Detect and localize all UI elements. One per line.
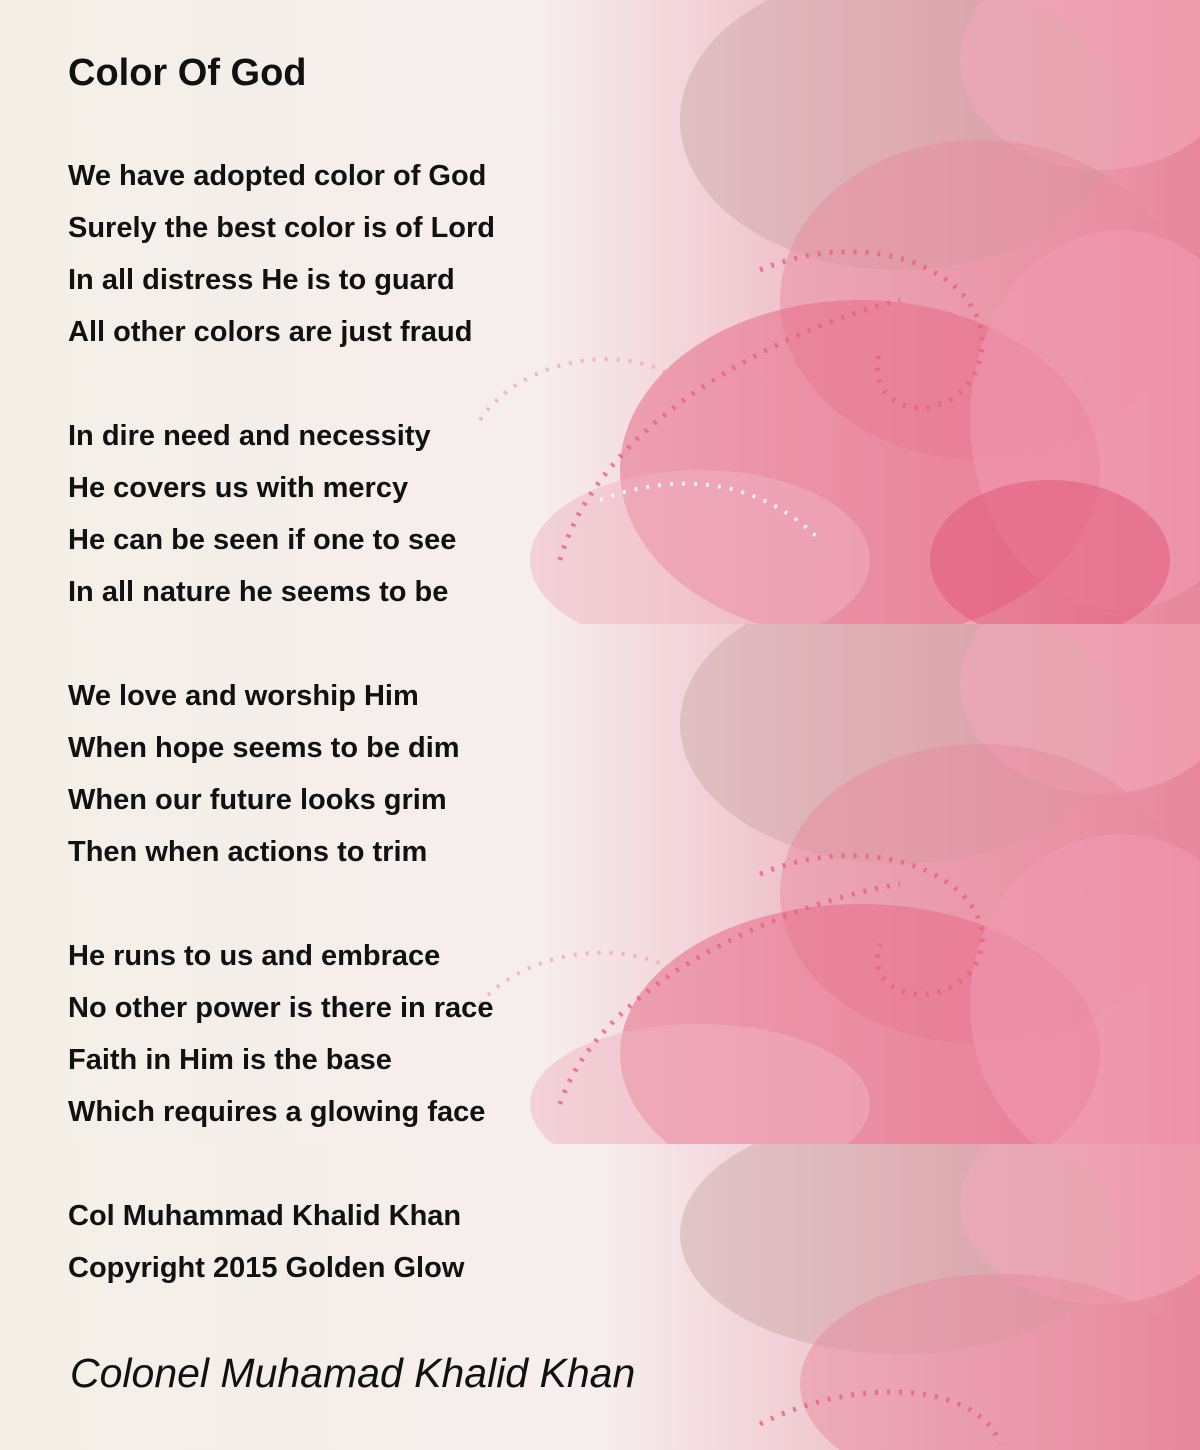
stanza (68, 930, 495, 1138)
poem-line: Faith in Him is the base (68, 1044, 392, 1076)
stanza (68, 670, 495, 878)
poem-line: When hope seems to be dim (68, 732, 460, 764)
poem-body (68, 150, 495, 1294)
poem-line: In dire need and necessity (68, 420, 431, 452)
poem-line: Then when actions to trim (68, 836, 428, 868)
poem-line: In all distress He is to guard (68, 264, 455, 296)
author-line: Col Muhammad Khalid Khan (68, 1200, 462, 1232)
poem-line: Which requires a glowing face (68, 1096, 486, 1128)
poem-line: No other power is there in race (68, 992, 494, 1024)
stanza (68, 150, 495, 358)
poem-line: When our future looks grim (68, 784, 447, 816)
poem-line: Surely the best color is of Lord (68, 212, 496, 244)
stanza (68, 410, 495, 618)
poem-line: He can be seen if one to see (68, 524, 457, 556)
poem-line: We love and worship Him (68, 680, 419, 712)
poem-line: We have adopted color of God (68, 160, 487, 192)
copyright-line: Copyright 2015 Golden Glow (68, 1252, 465, 1284)
author-signature: Colonel Muhamad Khalid Khan (70, 1350, 636, 1396)
poem-line: All other colors are just fraud (68, 316, 473, 348)
poem-line: In all nature he seems to be (68, 576, 449, 608)
poem-line: He runs to us and embrace (68, 940, 441, 972)
poem-title: Color Of God (68, 52, 307, 94)
poem-line: He covers us with mercy (68, 472, 409, 504)
poem-footer (68, 1190, 495, 1294)
